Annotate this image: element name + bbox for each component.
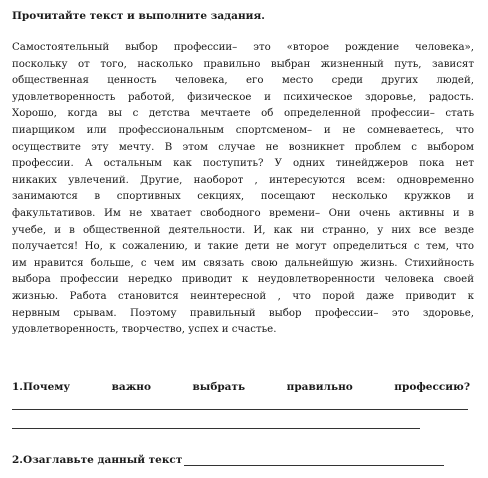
question-1-word: важно bbox=[111, 381, 151, 393]
text-line: получается! Но, к сожалению, и такие дети не могут определиться с тем, что bbox=[12, 241, 474, 253]
text-line: пиарщиком или профессиональным спортсменом– и не сомневаетесь, что bbox=[12, 124, 474, 136]
question-1-word: правильно bbox=[286, 381, 353, 393]
task-heading: Прочитайте текст и выполните задания. bbox=[12, 10, 265, 22]
reading-text bbox=[12, 40, 474, 339]
question-1 bbox=[12, 381, 470, 393]
text-line: профессии. А остальным как поступить? У одних тинейджеров пока нет bbox=[12, 158, 474, 170]
question-1-word: 1.Почему bbox=[12, 381, 71, 393]
text-line: нервным срывам. Поэтому правильный выбор профессии– это здоровье, bbox=[12, 307, 474, 319]
question-1-word: профессию? bbox=[394, 381, 470, 393]
text-line: осуществите эту мечту. В этом случае не возникнет проблем с выбором bbox=[12, 141, 474, 153]
question-2-label: 2.Озаглавьте данный текст bbox=[12, 454, 183, 466]
text-line: факультативов. Им не хватает свободного времени– Они очень активны и в bbox=[12, 207, 474, 219]
text-line: удовлетворенность, творчество, успех и счастье. bbox=[12, 324, 277, 336]
text-line: Самостоятельный выбор профессии– это «второе рождение человека», bbox=[12, 42, 474, 53]
text-line: поскольку от того, насколько правильно выбран жизненный путь, зависят bbox=[12, 58, 474, 70]
title-answer-line[interactable] bbox=[184, 454, 444, 466]
text-line: учебе, и в общественной деятельности. И, как ни странно, у них все везде bbox=[12, 224, 474, 236]
text-line: Хорошо, когда вы с детства мечтаете об определенной профессии– стать bbox=[12, 108, 474, 120]
text-line: общественная ценность человека, его место среди других людей, bbox=[12, 75, 474, 87]
question-2 bbox=[12, 454, 444, 466]
answer-line-2[interactable] bbox=[12, 428, 420, 429]
text-line: выбора профессии нередко приводит к неудовлетворенности человека своей bbox=[12, 274, 474, 286]
text-line: удовлетворенность работой, физическое и психическое здоровье, радость. bbox=[12, 91, 474, 103]
text-line: им нравится больше, с чем им связать свою дальнейшую жизнь. Стихийность bbox=[12, 257, 474, 269]
text-line: занимаются в спортивных секциях, посещают несколько кружков и bbox=[12, 191, 474, 203]
text-line: жизнью. Работа становится неинтересной , что порой даже приводит к bbox=[12, 290, 474, 302]
answer-line-1[interactable] bbox=[12, 409, 468, 410]
text-line: никаких увлечений. Другие, наоборот , интересуются всем: одновременно bbox=[12, 174, 474, 186]
question-1-word: выбрать bbox=[192, 381, 246, 393]
